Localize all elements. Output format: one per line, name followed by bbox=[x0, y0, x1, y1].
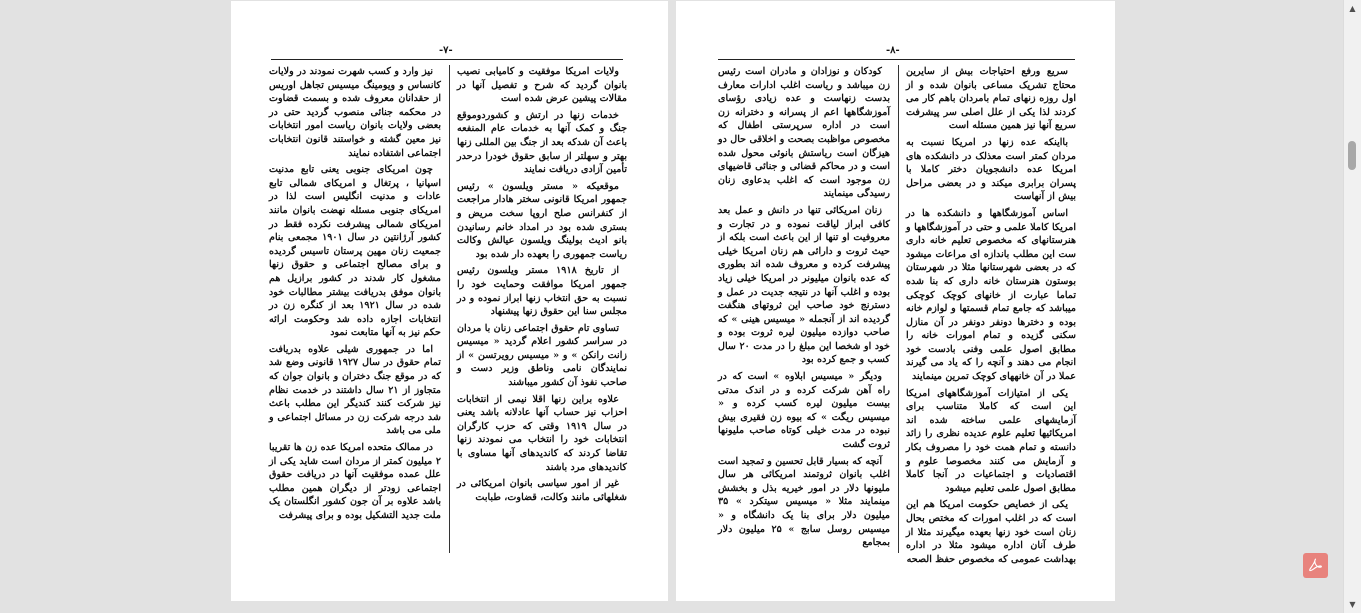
pdf-icon bbox=[1307, 557, 1324, 574]
paragraph: کودکان و نوزادان و مادران است رئیس زن میباشد و ریاست اغلب ادارات معارف بدست زنهاست و عده زیادی رؤسای آموزشگاهها اعم از پسرانه و دخترانه زن است در اداره سرپرستی اطفال که مخصوص مواظبت بصحت و اخلاقی حال دو هیزگان است ریاستش بانوئی محول شده است و در محاکم قضائی و جنائی قاضیهای زن موجود است که اغلب بدعاوی زنان رسیدگی مینمایند bbox=[718, 66, 890, 200]
scroll-down-icon[interactable]: ▼ bbox=[1349, 600, 1356, 609]
header-rule bbox=[718, 59, 1075, 60]
paragraph: چون امریکای جنوبی یعنی تابع مدنیت اسپانیا ، پرتغال و امریکای شمالی تابع عادات و مدنیت انگلیس است لذا در امریکای جنوبی مسئله نهضت بانوان مانند امریکای شمالی پیشرفت نکرده فقط در کشور آرژانتین در سال ۱۹۰۱ مجمعی بنام جمعیت زنان مهین پرستان تاسیس گردیده و برای مصالح اجتماعی و حقوق زنها مشغول کار شدند در کشور برازیل هم بانوان موفق بدریافت بیشتر مطالبات خود شده در سال ۱۹۲۱ بعد از کنگره زن در انتخابات اجازه داده شد وحکومت ارائه حکم نیز به آنها متابعت نمود bbox=[269, 164, 442, 339]
paragraph: غیر از امور سیاسی بانوان امریکائی در شغلهائی مانند وکالت، قضاوت، طبابت bbox=[457, 478, 627, 503]
text-column-right bbox=[457, 65, 627, 555]
scroll-up-icon[interactable]: ▲ bbox=[1349, 4, 1356, 13]
paragraph: آنچه که بسیار قابل تحسین و تمجید است اغلب بانوان ثروتمند امریکائی هر سال ملیونها دلار در امور خیریه بذل و بخشش مینمایند مثلا « میسیس سیتکرد » ۳۵ میلیون دلار برای بنا یک دانشگاه و « میسیس روسل سابج » ۲۵ میلیون دلار بمجامع bbox=[718, 455, 890, 549]
paragraph: ودیگر « میسیس ابلاوه » است که در راه آهن شرکت کرده و در اندک مدتی بیست میلیون لیره کسب کرده و « میسیس ریگت » که بیوه زن فقیری بیش نبوده در مدت خیلی کوتاه صاحب ملیونها ثروت گشت bbox=[718, 371, 890, 451]
paragraph: از تاریخ ۱۹۱۸ مستر ویلسون رئیس جمهور امریکا موافقت وحمایت خود را نسبت به حق انتخاب زنها ابراز نموده و در مجلس سنا این حقوق زنها پیشنهاد bbox=[457, 265, 627, 318]
text-column-left bbox=[269, 65, 441, 555]
paragraph: یکی از امتیازات آموزشگاههای امریکا این است که کاملا متناسب برای آزمایشهای علمی ساخته شده اند امریکائیها تعلیم علوم عدیده نظری را زائد دانسته و تمام همت خود را مصروف بکار و آزمایش می کنند مخصوصا علوم و اقتصادیات و اجتماعیات در آنجا کاملا مطابق اصول علمی تعلیم میشود bbox=[906, 387, 1076, 494]
document-page-8 bbox=[676, 1, 1115, 601]
vertical-scrollbar[interactable] bbox=[1343, 0, 1361, 613]
document-page-7 bbox=[231, 1, 668, 601]
paragraph: تساوی تام حقوق اجتماعی زنان با مردان در سراسر کشور اعلام گردید « میسیس زانت رانکن » و « میسیس رویرتسن » از نمایندگان نامی وناطق وزیر دست و صاحب نفوذ آن کشور میباشند bbox=[456, 322, 627, 389]
header-rule bbox=[271, 59, 623, 60]
paragraph: بااینکه عده زنها در امریکا نسبت به مردان کمتر است معذلک در دانشکده های امریکا عده دانشجویان دختر کاملا با پسران برابری میکند و در بعضی مراحل بیش از آنهاست bbox=[906, 136, 1076, 203]
page-number: -٧- bbox=[439, 45, 453, 56]
paragraph: در ممالک متحده امریکا عده زن ها تقریبا ۲ میلیون کمتر از مردان است شاید یکی از علل عمده موفقیت آنها در دریافت حقوق اجتماعی زودتر از دیگران همین مطلب باشد علاوه بر آن جون کشور انگلستان یک ملت جدید التشکیل بوده و برای پیشرفت bbox=[269, 442, 441, 521]
paragraph: علاوه براین زنها اقلا نیمی از انتخابات احزاب نیز حساب آنها عادلانه باشد یعنی در سال ۱۹۱۹ وقتی که حزب کارگران انتخابات خود را انتخاب می نمودند زنها تقاضا کردند که کاندیدهای آنها مساوی با کاندیدهای مرد باشند bbox=[457, 393, 627, 473]
paragraph: زنان امریکائی تنها در دانش و عمل بعد کافی ابراز لیاقت نموده و در تجارت و معروفیت او تنها از این باعث است بلکه از حیث ثروت و دارائی هم زنان امریکا خیلی پیشرفت کرده و معروف شده اند بطوری که عده بانوان میلیونر در امریکا خیلی زیاد بوده و اغلب آنها در نتیجه جدیت در عمل و دسترنج خود صاحب این ثروتهای هنگفت گردیده اند از آنجمله « میسیس هینی » که صاحب دوازده میلیون لیره ثروت بوده و خود او شخصا این مبلغ را در مدت ۲۰ سال کسب و جمع کرده بود bbox=[718, 204, 890, 366]
pdf-download-button[interactable] bbox=[1303, 553, 1328, 578]
paragraph: نیز وارد و کسب شهرت نمودند در ولایات کانساس و ویومینگ میسیس تجاهل اوریس از حقدانان معروف شده و بسمت قضاوت در محکمه جنائی منصوب گردید حتی در بعضی ولایات بانوان ریاست امور انتخابات نیز معین گشته و خواستند قانون انتخابات اجتماعی اشتفاده نمایند bbox=[269, 66, 441, 159]
text-column-right bbox=[906, 65, 1076, 565]
paragraph: اساس آموزشگاهها و دانشکده ها در امریکا کاملا علمی و حتی در آموزشگاهها و هنرستانهای که مخصوص تعلیم خانه داری ست این مطلب باندازه ای مراعات میشود که در بعضی شهرستانها مثلا در شهرستان بوستون هنرستان خانه داری که بنا شده تماما عبارت از خانهای کوچک کوچکی میباشد که جامع تمام قسمتها و لوازم خانه بوده و دخترها دونفر دونفر در آن منازل سکنی گزیده و تمام امورات خانه را مطابق اصول علمی وفنی بادست خود انجام می دهند و آنچه را که یاد می گیرند عملا در آن خانههای کوچک تمرین مینمایند bbox=[906, 207, 1076, 383]
paragraph: موقعیکه « مستر ویلسون » رئیس جمهور امریکا قانونی سختر هادار مراجعت از کنفرانس صلح اروپا سخت مریض و بستری شده بود در امداد خانم رسانیدن بانو ادیث بولینگ ویلسون عیالش وکالت ریاست جمهوری را بعهده دار شده بود bbox=[457, 180, 627, 260]
text-column-left bbox=[718, 65, 890, 555]
paragraph: ولایات امریکا موفقیت و کامیابی نصیب بانوان گردید که شرح و تفصیل آنها در مقالات پیشین عرض شده است bbox=[457, 66, 627, 105]
paragraph: سریع ورفع احتیاجات بیش از سایرین محتاج تشریک مساعی بانوان شده و از اول روزه زنهای تمام بامردان باهم کار می کردند لذا یکی از علل اصلی سر پیشرفت سریع آنها نیز همین مسئله است bbox=[906, 66, 1076, 132]
page-number: -٨- bbox=[886, 45, 900, 56]
paragraph: یکی از خصایص حکومت امریکا هم این است که در اغلب امورات که مختص بحال زنان است خود زنها بعهده میگیرند مثلا از طرف آنان اداره میشود مثلا در اداره بهداشت عمومی که مخصوص حفظ الصحه bbox=[906, 499, 1076, 565]
scrollbar-thumb[interactable] bbox=[1348, 141, 1356, 170]
paragraph: اما در جمهوری شیلی علاوه بدریافت تمام حقوق در سال ۱۹۲۷ قانونی وضع شد که در موقع جنگ دختران و بانوان جوان که متجاوز از ۲۱ سال داشتند در خدمت نظام نیز شرکت کنند کندیگر این مطلب باعث شد درجه شرکت زن در مسائل اجتماعی و ملی می باشد bbox=[269, 343, 441, 437]
column-divider bbox=[449, 65, 450, 553]
column-divider bbox=[898, 65, 899, 553]
paragraph: خدمات زنها در ارتش و کشوردوموقع جنگ و کمک آنها به خدمات عام المنفعه باعث آن شدکه بعد از جنگ بین المللی زنها بهتر و سهلتر از سابق حقوق خودرا درحدر تأمین آزادی دریافت نمایند bbox=[457, 109, 627, 176]
